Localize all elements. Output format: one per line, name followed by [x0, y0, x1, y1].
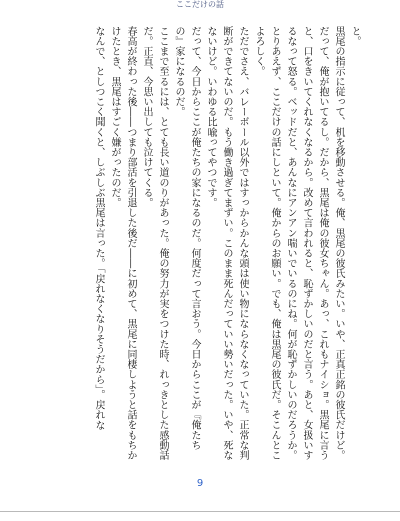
- paragraph: だって、今日からここが俺たちの家になるのだ。何度だって言おう。今日からここが『俺たちの』家になるのだ。: [173, 26, 200, 451]
- running-header: ここだけの話: [176, 0, 224, 9]
- page-number: 9: [196, 478, 204, 489]
- paragraph: と。: [349, 26, 360, 47]
- paragraph: ここまで至るには、とても長い道のりがあった。俺の努力が実をつけた時、れっきとした感動話だ。正直、今思い出しても泣けてくる。: [141, 26, 168, 461]
- vertical-text-body: [34, 26, 362, 463]
- paragraph: ただでさえ、バレーボール以外ではすっからかんな頭は使い物にならなくなっていた。正常な判断ができてないのだ。もう働き過ぎてまずい。このまま死んだっていい勢いだった。いや、死なないけど。いわゆる比喩ってやつです。: [205, 26, 248, 461]
- bottom-divider: [0, 511, 400, 512]
- paragraph: なんで、としつこく聞くと、しぶしぶ黒尾は言った。「戻れなくなりそうだから」。戻れな: [93, 26, 104, 431]
- paragraph: 黒尾の指示に従って、机を移動させる。俺、黒尾の彼氏みたい。いや、正真正銘の彼氏だけど。だって、俺が抱いてるし。だから、黒尾は俺の彼女ちゃん。あっ、これもナイショ。黒尾に言うと、口をきいてくれなくなるから。改めて言われると、恥ずかしいのだと言う。あと、女扱いするなって怒る。ベッドだと、あんなにアンアン喘いでいるのにね。何が恥ずかしいのだろうか。とりあえず、ここだけの話にしといて。俺からのお願い。でも、俺は黒尾の彼氏だ。そこんとこよろしく。: [253, 26, 344, 461]
- paragraph: 春高が終わった後――つまり部活を引退した後だ――に初めて、黒尾に同棲しようと話をもちかけたとき、黒尾はすごく嫌がったのだ。: [109, 26, 136, 461]
